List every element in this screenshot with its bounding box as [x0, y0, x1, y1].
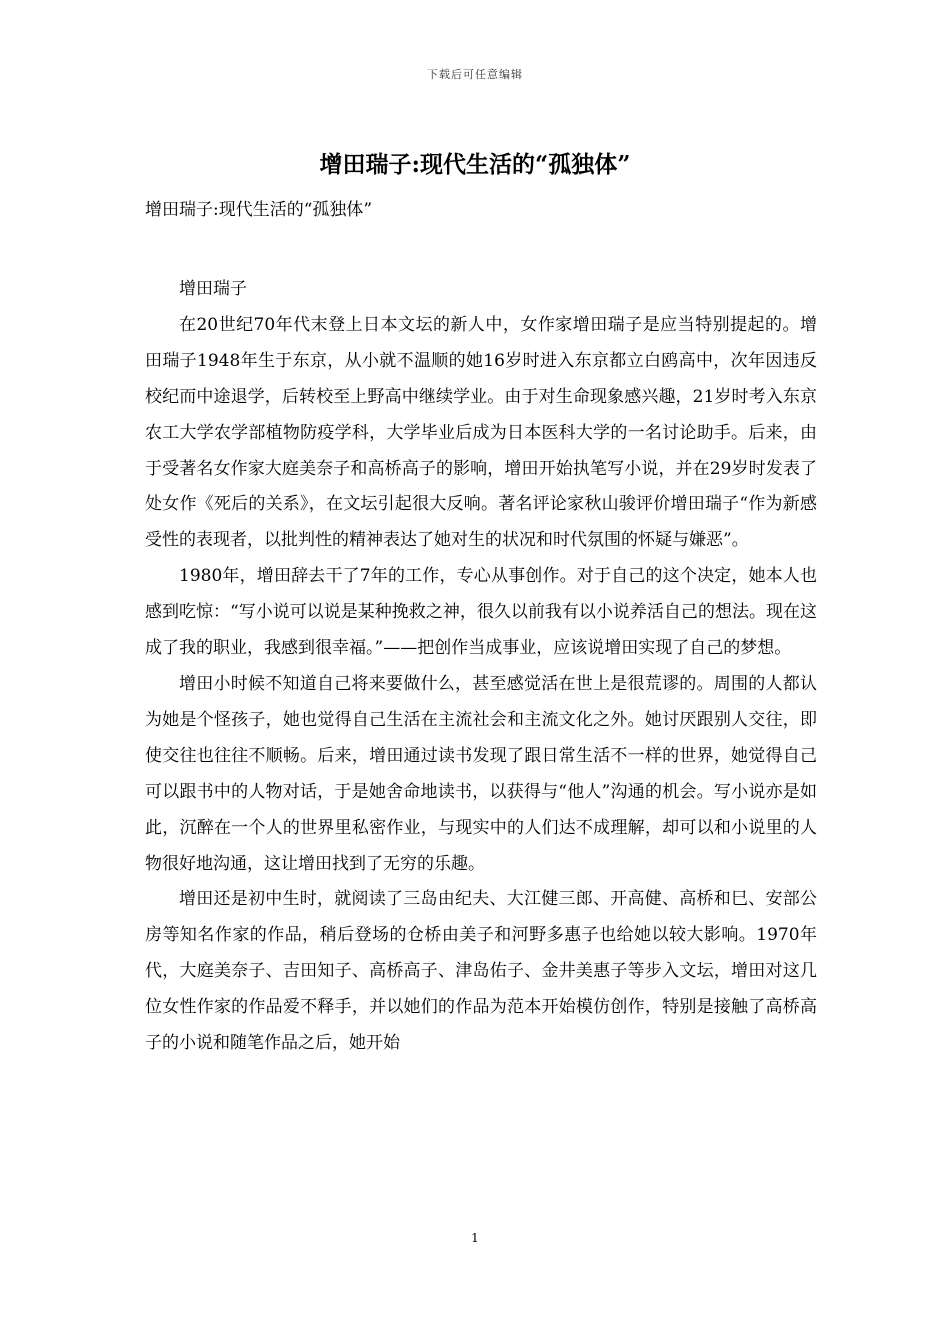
- body-text: [145, 272, 817, 1062]
- paragraph: 增田还是初中生时，就阅读了三岛由纪夫、大江健三郎、开高健、高桥和巳、安部公房等知名作家的作品，稍后登场的仓桥由美子和河野多惠子也给她以较大影响。1970年代，大庭美奈子、吉田知子、高桥高子、津岛佑子、金井美惠子等步入文坛，增田对这几位女性作家的作品爱不释手，并以她们的作品为范本开始模仿创作，特别是接触了高桥高子的小说和随笔作品之后，她开始: [145, 889, 817, 1054]
- document-title: 增田瑞子:现代生活的“孤独体”: [319, 151, 631, 178]
- page-number: 1: [471, 1231, 479, 1245]
- paragraph: 增田小时候不知道自己将来要做什么，甚至感觉活在世上是很荒谬的。周围的人都认为她是个怪孩子，她也觉得自己生活在主流社会和主流文化之外。她讨厌跟别人交往，即使交往也往往不顺畅。后来，增田通过读书发现了跟日常生活不一样的世界，她觉得自己可以跟书中的人物对话，于是她舍命地读书，以获得与“他人”沟通的机会。写小说亦是如此，沉醉在一个人的世界里私密作业，与现实中的人们达不成理解，却可以和小说里的人物很好地沟通，这让增田找到了无穷的乐趣。: [145, 673, 817, 874]
- subtitle-line: 增田瑞子:现代生活的“孤独体”: [145, 200, 373, 220]
- paragraph: 1980年，增田辞去干了7年的工作，专心从事创作。对于自己的这个决定，她本人也感到吃惊：“写小说可以说是某种挽救之神，很久以前我有以小说养活自己的想法。现在这成了我的职业，我感到很幸福。”——把创作当成事业，应该说增田实现了自己的梦想。: [145, 566, 817, 659]
- paragraph: 在20世纪70年代末登上日本文坛的新人中，女作家增田瑞子是应当特别提起的。增田瑞子1948年生于东京，从小就不温顺的她16岁时进入东京都立白鸥高中，次年因违反校纪而中途退学，后转校至上野高中继续学业。由于对生命现象感兴趣，21岁时考入东京农工大学农学部植物防疫学科，大学毕业后成为日本医科大学的一名讨论助手。后来，由于受著名女作家大庭美奈子和高桥高子的影响，增田开始执笔写小说，并在29岁时发表了处女作《死后的关系》，在文坛引起很大反响。著名评论家秋山骏评价增田瑞子“作为新感受性的表现者，以批判性的精神表达了她对生的状况和时代氛围的怀疑与嫌恶”。: [145, 314, 817, 551]
- header-note: 下载后可任意编辑: [427, 68, 523, 81]
- author-line: 增田瑞子: [179, 279, 247, 299]
